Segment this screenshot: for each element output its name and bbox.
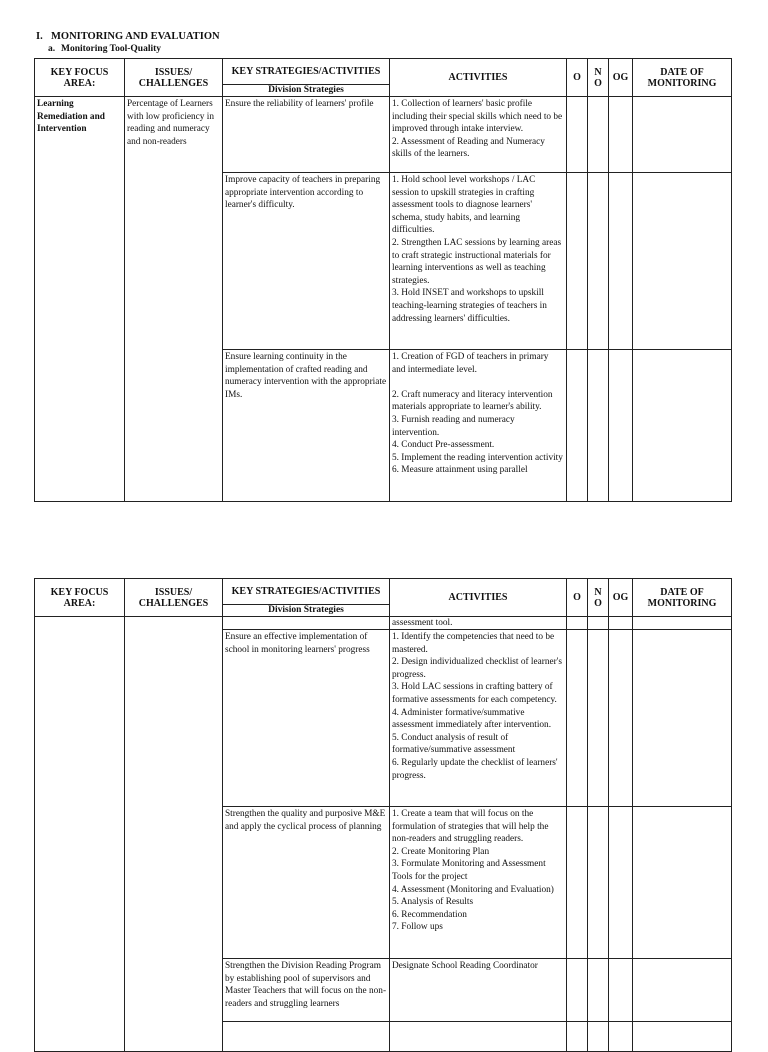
header-no: N O: [588, 59, 609, 97]
activities-cell: [390, 97, 567, 173]
header-activities: ACTIVITIES: [390, 59, 567, 97]
section-number: I.: [36, 31, 43, 42]
no-cell: [588, 173, 609, 350]
sub-heading-letter: a.: [48, 44, 56, 54]
header-o: O: [567, 59, 588, 97]
o-cell: [567, 807, 588, 959]
og-cell: [609, 630, 633, 807]
o-cell: [567, 959, 588, 1022]
o-cell: [567, 97, 588, 173]
activity-item: 1. Identify the competencies that need to be mastered.: [392, 632, 555, 655]
og-cell: [609, 173, 633, 350]
date-cell: [633, 807, 732, 959]
activities-cell: [390, 1022, 567, 1052]
issues-cell: [125, 617, 223, 1052]
activities-continuation: assessment tool.: [390, 617, 567, 630]
no-cell: [588, 617, 609, 630]
o-cell: [567, 617, 588, 630]
header-key-strategies: KEY STRATEGIES/ACTIVITIES: [223, 579, 390, 605]
header-date-of-monitoring: DATE OF MONITORING: [633, 579, 732, 617]
header-key-focus-area: KEY FOCUS AREA:: [35, 59, 125, 97]
sub-heading: [48, 44, 161, 55]
activity-item: 3. Formulate Monitoring and Assessment Tools for the project: [392, 859, 546, 882]
strategy-cell: Ensure an effective implementation of school in monitoring learners' progress: [223, 630, 390, 807]
activities-cell: [390, 630, 567, 807]
header-og: OG: [609, 59, 633, 97]
strategy-cell: Strengthen the quality and purposive M&E and apply the cyclical process of planning: [223, 807, 390, 959]
header-date-of-monitoring: DATE OF MONITORING: [633, 59, 732, 97]
issues-cell: Percentage of Learners with low proficiency in reading and numeracy and non-readers: [125, 97, 223, 502]
activity-item: 2. Design individualized checklist of learner's progress.: [392, 657, 562, 680]
activity-item: 6. Measure attainment using parallel: [392, 465, 528, 476]
activities-cell: [390, 807, 567, 959]
header-issues: ISSUES/ CHALLENGES: [125, 59, 223, 97]
sub-heading-title: Monitoring Tool-Quality: [61, 44, 162, 54]
monitoring-table-1: [34, 58, 732, 502]
og-cell: [609, 959, 633, 1022]
strategy-cell: [223, 617, 390, 630]
activity-item: 2. Create Monitoring Plan: [392, 846, 490, 857]
key-focus-area-cell: Learning Remediation and Intervention: [35, 97, 125, 502]
date-cell: [633, 617, 732, 630]
section-heading: [36, 31, 220, 43]
key-focus-area-cell: [35, 617, 125, 1052]
strategy-cell: Ensure learning continuity in the implementation of crafted reading and numeracy intervention with the appropriate IMs.: [223, 350, 390, 502]
no-cell: [588, 630, 609, 807]
header-og: OG: [609, 579, 633, 617]
header-issues: ISSUES/ CHALLENGES: [125, 579, 223, 617]
date-cell: [633, 1022, 732, 1052]
activity-item: 7. Follow ups: [392, 922, 443, 933]
activity-item: 3. Hold LAC sessions in crafting battery of formative assessments for each competency.: [392, 682, 557, 705]
header-key-focus-area: KEY FOCUS AREA:: [35, 579, 125, 617]
strategy-cell: Improve capacity of teachers in preparing appropriate intervention according to learner's difficulty.: [223, 173, 390, 350]
activity-item: 4. Administer formative/summative assessment immediately after intervention.: [392, 707, 552, 731]
og-cell: [609, 807, 633, 959]
og-cell: [609, 97, 633, 173]
activity-item: 5. Conduct analysis of result of formative/summative assessment: [392, 732, 516, 756]
o-cell: [567, 1022, 588, 1052]
activity-item: 6. Regularly update the checklist of learners' progress.: [392, 757, 558, 781]
header-activities: ACTIVITIES: [390, 579, 567, 617]
date-cell: [633, 173, 732, 350]
og-cell: [609, 1022, 633, 1052]
activity-item: 5. Implement the reading intervention activity: [392, 452, 563, 463]
activity-item: 1. Creation of FGD of teachers in primary and intermediate level.: [392, 352, 549, 375]
no-cell: [588, 807, 609, 959]
activity-item: 2. Assessment of Reading and Numeracy skills of the learners.: [392, 136, 545, 160]
og-cell: [609, 617, 633, 630]
activity-item: 3. Hold INSET and workshops to upskill teaching-learning strategies of teachers in addressing learners' difficulties.: [392, 288, 547, 324]
monitoring-table-2: [34, 578, 732, 1052]
no-cell: [588, 959, 609, 1022]
activity-item: Designate School Reading Coordinator: [392, 961, 538, 971]
activity-item: 1. Collection of learners' basic profile including their special skills which need to be improved through intake interview.: [392, 99, 563, 135]
date-cell: [633, 630, 732, 807]
activity-spacer: [392, 376, 564, 389]
header-o: O: [567, 579, 588, 617]
activity-item: 6. Recommendation: [392, 909, 467, 920]
header-division-strategies: Division Strategies: [223, 85, 390, 97]
activities-cell: [390, 350, 567, 502]
activity-item: 5. Analysis of Results: [392, 897, 474, 908]
no-cell: [588, 350, 609, 502]
activity-item: 1. Hold school level workshops / LAC session to upskill strategies in crafting assessment tools to diagnose learners' schema, study habits, and learning difficulties.: [392, 175, 536, 236]
header-no: N O: [588, 579, 609, 617]
no-cell: [588, 97, 609, 173]
header-key-strategies: KEY STRATEGIES/ACTIVITIES: [223, 59, 390, 85]
date-cell: [633, 959, 732, 1022]
strategy-cell: [223, 1022, 390, 1052]
activity-item: 4. Assessment (Monitoring and Evaluation): [392, 884, 554, 895]
activities-cell: [390, 173, 567, 350]
no-cell: [588, 1022, 609, 1052]
og-cell: [609, 350, 633, 502]
section-title: MONITORING AND EVALUATION: [51, 31, 220, 42]
strategy-cell: Strengthen the Division Reading Program by establishing pool of supervisors and Master Teachers that will focus on the non-readers and struggling learners: [223, 959, 390, 1022]
date-cell: [633, 350, 732, 502]
activity-item: 1. Create a team that will focus on the formulation of strategies that will help the non-readers and struggling readers.: [392, 809, 549, 845]
o-cell: [567, 173, 588, 350]
o-cell: [567, 350, 588, 502]
o-cell: [567, 630, 588, 807]
strategy-cell: Ensure the reliability of learners' profile: [223, 97, 390, 173]
activity-item: 3. Furnish reading and numeracy intervention.: [392, 414, 515, 438]
date-cell: [633, 97, 732, 173]
activity-item: 2. Strengthen LAC sessions by learning areas to craft strategic instructional materials for learning interventions as well as teaching strategies.: [392, 237, 562, 286]
activity-item: 4. Conduct Pre-assessment.: [392, 440, 495, 451]
activities-cell: [390, 959, 567, 1022]
header-division-strategies: Division Strategies: [223, 605, 390, 617]
activity-item: 2. Craft numeracy and literacy intervention materials appropriate to learner's ability.: [392, 389, 553, 413]
